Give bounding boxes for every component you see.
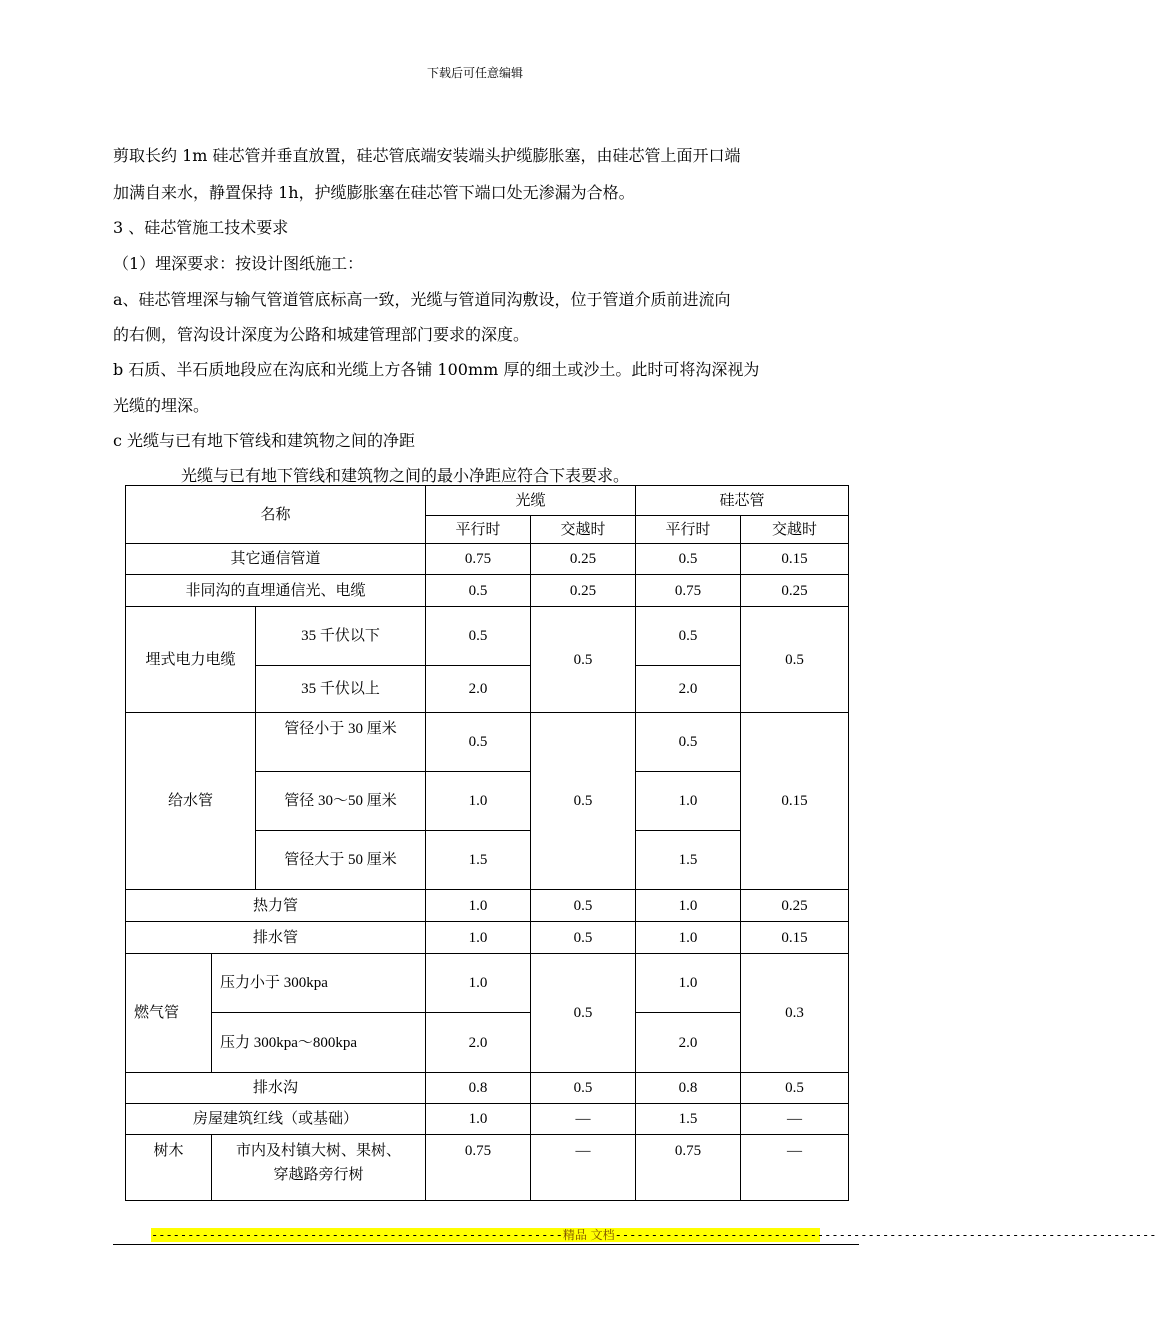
cell-value: 0.8 — [636, 1073, 741, 1104]
paragraph-line-c: c 光缆与已有地下管线和建筑物之间的净距 — [113, 431, 416, 450]
cell-value: 1.0 — [426, 1104, 531, 1135]
cell-value: 0.5 — [741, 1073, 849, 1104]
cell-value: — — [531, 1135, 636, 1201]
cell-value: 0.15 — [741, 713, 849, 890]
section-heading: 3 、硅芯管施工技术要求 — [113, 218, 289, 237]
cell-value: 0.8 — [426, 1073, 531, 1104]
cell-value: 0.25 — [531, 544, 636, 575]
cell-value: 0.25 — [741, 890, 849, 922]
row-name: 埋式电力电缆 — [126, 607, 256, 713]
cell-value: 2.0 — [426, 1013, 531, 1073]
cell-value: 0.25 — [531, 575, 636, 607]
row-name: 热力管 — [126, 890, 426, 922]
row-subname: 35 千伏以上 — [256, 666, 426, 713]
paragraph-line-a2: 的右侧，管沟设计深度为公路和城建管理部门要求的深度。 — [113, 325, 530, 344]
cell-value: 0.5 — [426, 575, 531, 607]
row-subname: 35 千伏以下 — [256, 607, 426, 666]
table-row — [126, 544, 849, 575]
cell-value: 0.5 — [636, 607, 741, 666]
cell-value: 1.0 — [426, 954, 531, 1013]
table-row — [126, 1135, 849, 1201]
footer-dashes-left: --------------------------------------------------------- — [151, 1228, 563, 1242]
row-name: 其它通信管道 — [126, 544, 426, 575]
cell-value: 0.75 — [636, 575, 741, 607]
row-subname: 压力小于 300kpa — [212, 954, 426, 1013]
header-name: 名称 — [126, 486, 426, 544]
cell-value: 0.5 — [636, 713, 741, 772]
header-silicon-parallel: 平行时 — [636, 516, 741, 544]
cell-value: 2.0 — [426, 666, 531, 713]
cell-value: 1.0 — [636, 922, 741, 954]
cell-value: 1.0 — [636, 772, 741, 831]
table-row — [126, 954, 849, 1013]
cell-value: 0.5 — [426, 713, 531, 772]
table-row — [126, 922, 849, 954]
cell-value: 0.5 — [531, 1073, 636, 1104]
cell-value: — — [741, 1104, 849, 1135]
cell-value: 0.75 — [426, 1135, 531, 1201]
row-subname — [212, 1135, 426, 1201]
cell-value: 0.5 — [426, 607, 531, 666]
row-subname: 压力 300kpa～800kpa — [212, 1013, 426, 1073]
cell-value: — — [741, 1135, 849, 1201]
table-row — [126, 1013, 849, 1073]
footer-banner — [151, 1228, 1157, 1242]
table-row — [126, 890, 849, 922]
cell-value: 0.75 — [636, 1135, 741, 1201]
paragraph-line-1: 剪取长约 1m 硅芯管并垂直放置，硅芯管底端安装端头护缆膨胀塞，由硅芯管上面开口端 — [113, 146, 741, 165]
cell-value: 0.15 — [741, 544, 849, 575]
cell-value: 0.5 — [531, 890, 636, 922]
cell-value: 0.5 — [741, 607, 849, 713]
page-header-note: 下载后可任意编辑 — [426, 66, 523, 80]
cell-value: 0.5 — [531, 954, 636, 1073]
row-subname: 管径 30～50 厘米 — [256, 772, 426, 831]
cell-value: 2.0 — [636, 1013, 741, 1073]
row-name: 树木 — [126, 1135, 212, 1201]
row-name: 排水沟 — [126, 1073, 426, 1104]
cell-value: 1.0 — [426, 890, 531, 922]
cell-value: 0.5 — [531, 607, 636, 713]
table-row — [126, 607, 849, 666]
cell-value: 0.5 — [531, 713, 636, 890]
cell-value: 1.0 — [636, 954, 741, 1013]
cell-value: 2.0 — [636, 666, 741, 713]
cell-value: 1.0 — [636, 890, 741, 922]
paragraph-line-a1: a、硅芯管埋深与输气管道管底标高一致，光缆与管道同沟敷设，位于管道介质前进流向 — [113, 290, 731, 309]
cell-value: 0.3 — [741, 954, 849, 1073]
table-row — [126, 575, 849, 607]
table-row — [126, 1073, 849, 1104]
table-caption: 光缆与已有地下管线和建筑物之间的最小净距应符合下表要求。 — [181, 466, 630, 485]
row-name: 排水管 — [126, 922, 426, 954]
cell-value: 1.0 — [426, 922, 531, 954]
clearance-table — [125, 485, 849, 1201]
cell-value: 1.5 — [426, 831, 531, 890]
subsection-heading: （1）埋深要求：按设计图纸施工： — [113, 254, 364, 273]
row-name: 房屋建筑红线（或基础） — [126, 1104, 426, 1135]
cell-value: — — [531, 1104, 636, 1135]
row-subname-line-2: 穿越路旁行树 — [273, 1167, 364, 1183]
row-subname: 管径大于 50 厘米 — [256, 831, 426, 890]
paragraph-line-b2: 光缆的埋深。 — [113, 396, 210, 415]
row-subname: 管径小于 30 厘米 — [256, 713, 426, 772]
table-row — [126, 713, 849, 772]
row-name: 燃气管 — [126, 954, 212, 1073]
footer-rule — [113, 1244, 859, 1245]
footer-dashes-right: --------------------------------------------------------------------------- — [614, 1228, 1157, 1242]
cell-value: 0.75 — [426, 544, 531, 575]
row-name: 非同沟的直埋通信光、电缆 — [126, 575, 426, 607]
cell-value: 1.5 — [636, 1104, 741, 1135]
header-silicon-cross: 交越时 — [741, 516, 849, 544]
header-cable-cross: 交越时 — [531, 516, 636, 544]
paragraph-line-b1: b 石质、半石质地段应在沟底和光缆上方各铺 100mm 厚的细土或沙土。此时可将沟深视为 — [113, 360, 760, 379]
cell-value: 1.5 — [636, 831, 741, 890]
cell-value: 0.15 — [741, 922, 849, 954]
cell-value: 0.25 — [741, 575, 849, 607]
footer-label: 精品 文档 — [562, 1228, 615, 1242]
header-cable-parallel: 平行时 — [426, 516, 531, 544]
header-cable: 光缆 — [426, 486, 636, 516]
table-row — [126, 1104, 849, 1135]
row-subname-line-1: 市内及村镇大树、果树、 — [235, 1143, 401, 1159]
row-name: 给水管 — [126, 713, 256, 890]
header-silicon-pipe: 硅芯管 — [636, 486, 849, 516]
cell-value: 0.5 — [636, 544, 741, 575]
cell-value: 1.0 — [426, 772, 531, 831]
paragraph-line-2: 加满自来水，静置保持 1h，护缆膨胀塞在硅芯管下端口处无渗漏为合格。 — [113, 183, 635, 202]
cell-value: 0.5 — [531, 922, 636, 954]
table-header-row-1 — [126, 486, 849, 516]
